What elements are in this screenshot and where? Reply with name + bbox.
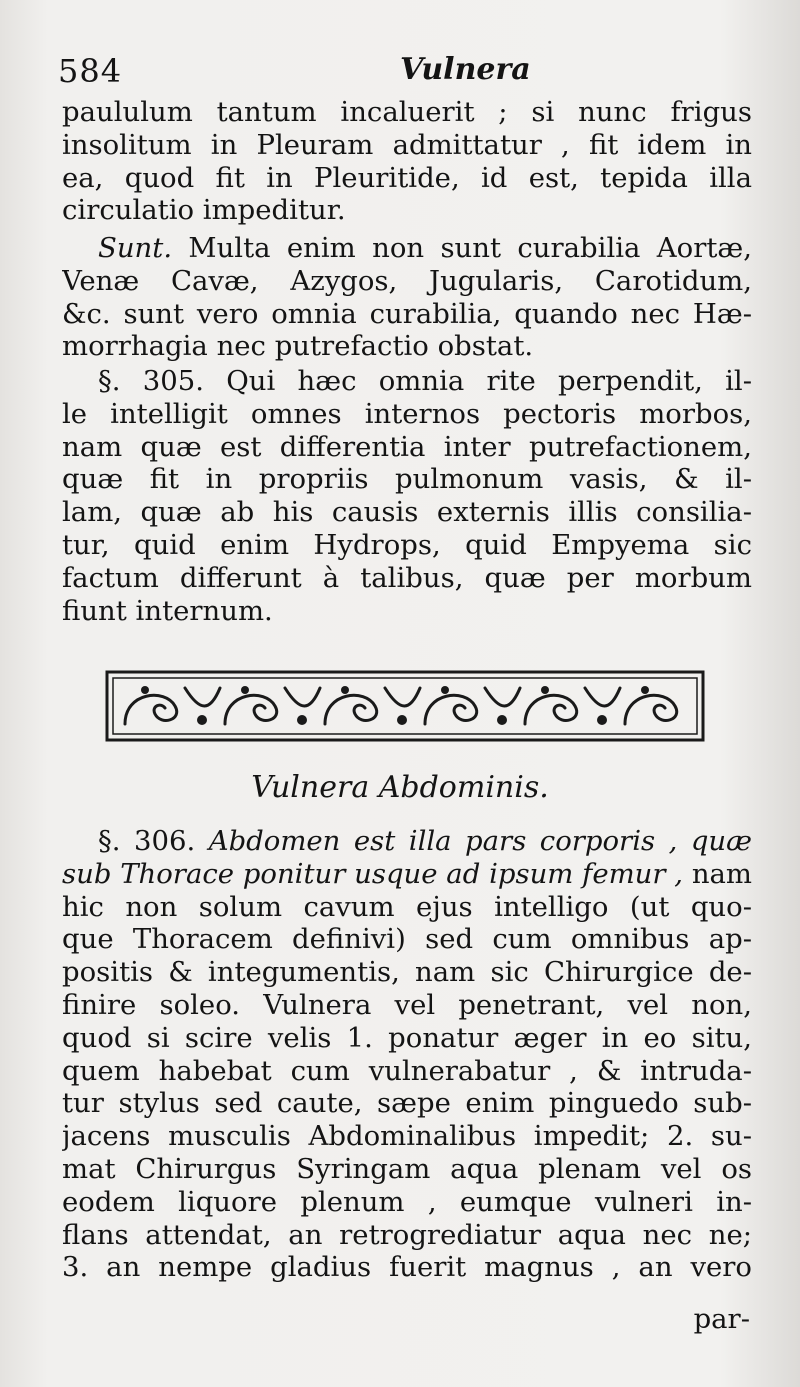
text-line: insolitum in Pleuram admittatur , fit idem in — [62, 128, 752, 161]
text-line: quem habebat cum vulnerabatur , & intruda- — [62, 1054, 752, 1087]
text-line: eodem liquore plenum , eumque vulneri in- — [62, 1185, 752, 1218]
page-header — [58, 52, 748, 100]
paragraph-4 — [62, 825, 752, 1284]
text-line: positis & integumentis, nam sic Chirurgice de- — [62, 956, 752, 989]
catchword: par- — [693, 1303, 750, 1335]
text-line: ea, quod fit in Pleuritide, id est, tepida illa — [62, 161, 752, 194]
text-line: factum differunt à talibus, quæ per morbum — [62, 561, 752, 594]
text-line: §. 305. Qui hæc omnia rite perpendit, il- — [98, 365, 752, 397]
text-line: morrhagia nec putrefactio obstat. — [62, 330, 534, 363]
paragraph-3 — [62, 365, 752, 627]
text-line: hic non solum cavum ejus intelligo (ut quo- — [62, 890, 752, 923]
text-line: que Thoracem definivi) sed cum omnibus ap- — [62, 923, 752, 956]
text-fragment: Multa enim non sunt curabilia Aortæ, — [188, 232, 752, 264]
text-line: fiunt internum. — [62, 594, 273, 627]
text-line: flans attendat, an retrogrediatur aqua nec ne; — [62, 1218, 752, 1251]
paragraph-lead-word: Sunt. — [98, 232, 173, 264]
text-line: quæ fit in propriis pulmonum vasis, & il- — [62, 463, 752, 496]
text-line: 3. an nempe gladius fuerit magnus , an vero — [62, 1251, 752, 1284]
text-line: tur stylus sed caute, sæpe enim pinguedo sub- — [62, 1087, 752, 1120]
text-line: le intelligit omnes internos pectoris morbos, — [62, 397, 752, 430]
page-number: 584 — [58, 52, 123, 90]
section-number: §. 306. — [98, 825, 196, 857]
text-fragment: sub Thorace ponitur usque ad ipsum femur , — [62, 857, 684, 890]
text-line: nam quæ est differentia inter putrefactionem, — [62, 430, 752, 463]
text-line: finire soleo. Vulnera vel penetrant, vel non, — [62, 988, 752, 1021]
text-line: paululum tantum incaluerit ; si nunc frigus — [62, 96, 752, 128]
text-line: lam, quæ ab his causis externis illis consilia- — [62, 496, 752, 529]
paragraph-1 — [62, 96, 752, 227]
text-line: mat Chirurgus Syringam aqua plenam vel os — [62, 1152, 752, 1185]
text-line: jacens musculis Abdominalibus impedit; 2. su- — [62, 1120, 752, 1153]
text-fragment: nam — [691, 857, 752, 890]
text-line: circulatio impeditur. — [62, 194, 346, 227]
running-head: Vulnera — [400, 52, 531, 87]
text-line: quod si scire velis 1. ponatur æger in eo situ, — [62, 1021, 752, 1054]
text-fragment: Abdomen est illa pars corporis , — [208, 825, 678, 857]
scroll-vine-ornament-icon — [105, 668, 705, 744]
paragraph-2 — [62, 232, 752, 363]
text-line: Venæ Cavæ, Azygos, Jugularis, Carotidum, — [62, 264, 752, 297]
text-line — [62, 858, 752, 891]
text-line: tur, quid enim Hydrops, quid Empyema sic — [62, 528, 752, 561]
section-title: Vulnera Abdominis. — [251, 770, 549, 805]
text-line — [62, 825, 752, 858]
text-line: &c. sunt vero omnia curabilia, quando nec Hæ- — [62, 297, 752, 330]
text-fragment: quæ — [690, 825, 752, 857]
text-line — [62, 232, 752, 265]
